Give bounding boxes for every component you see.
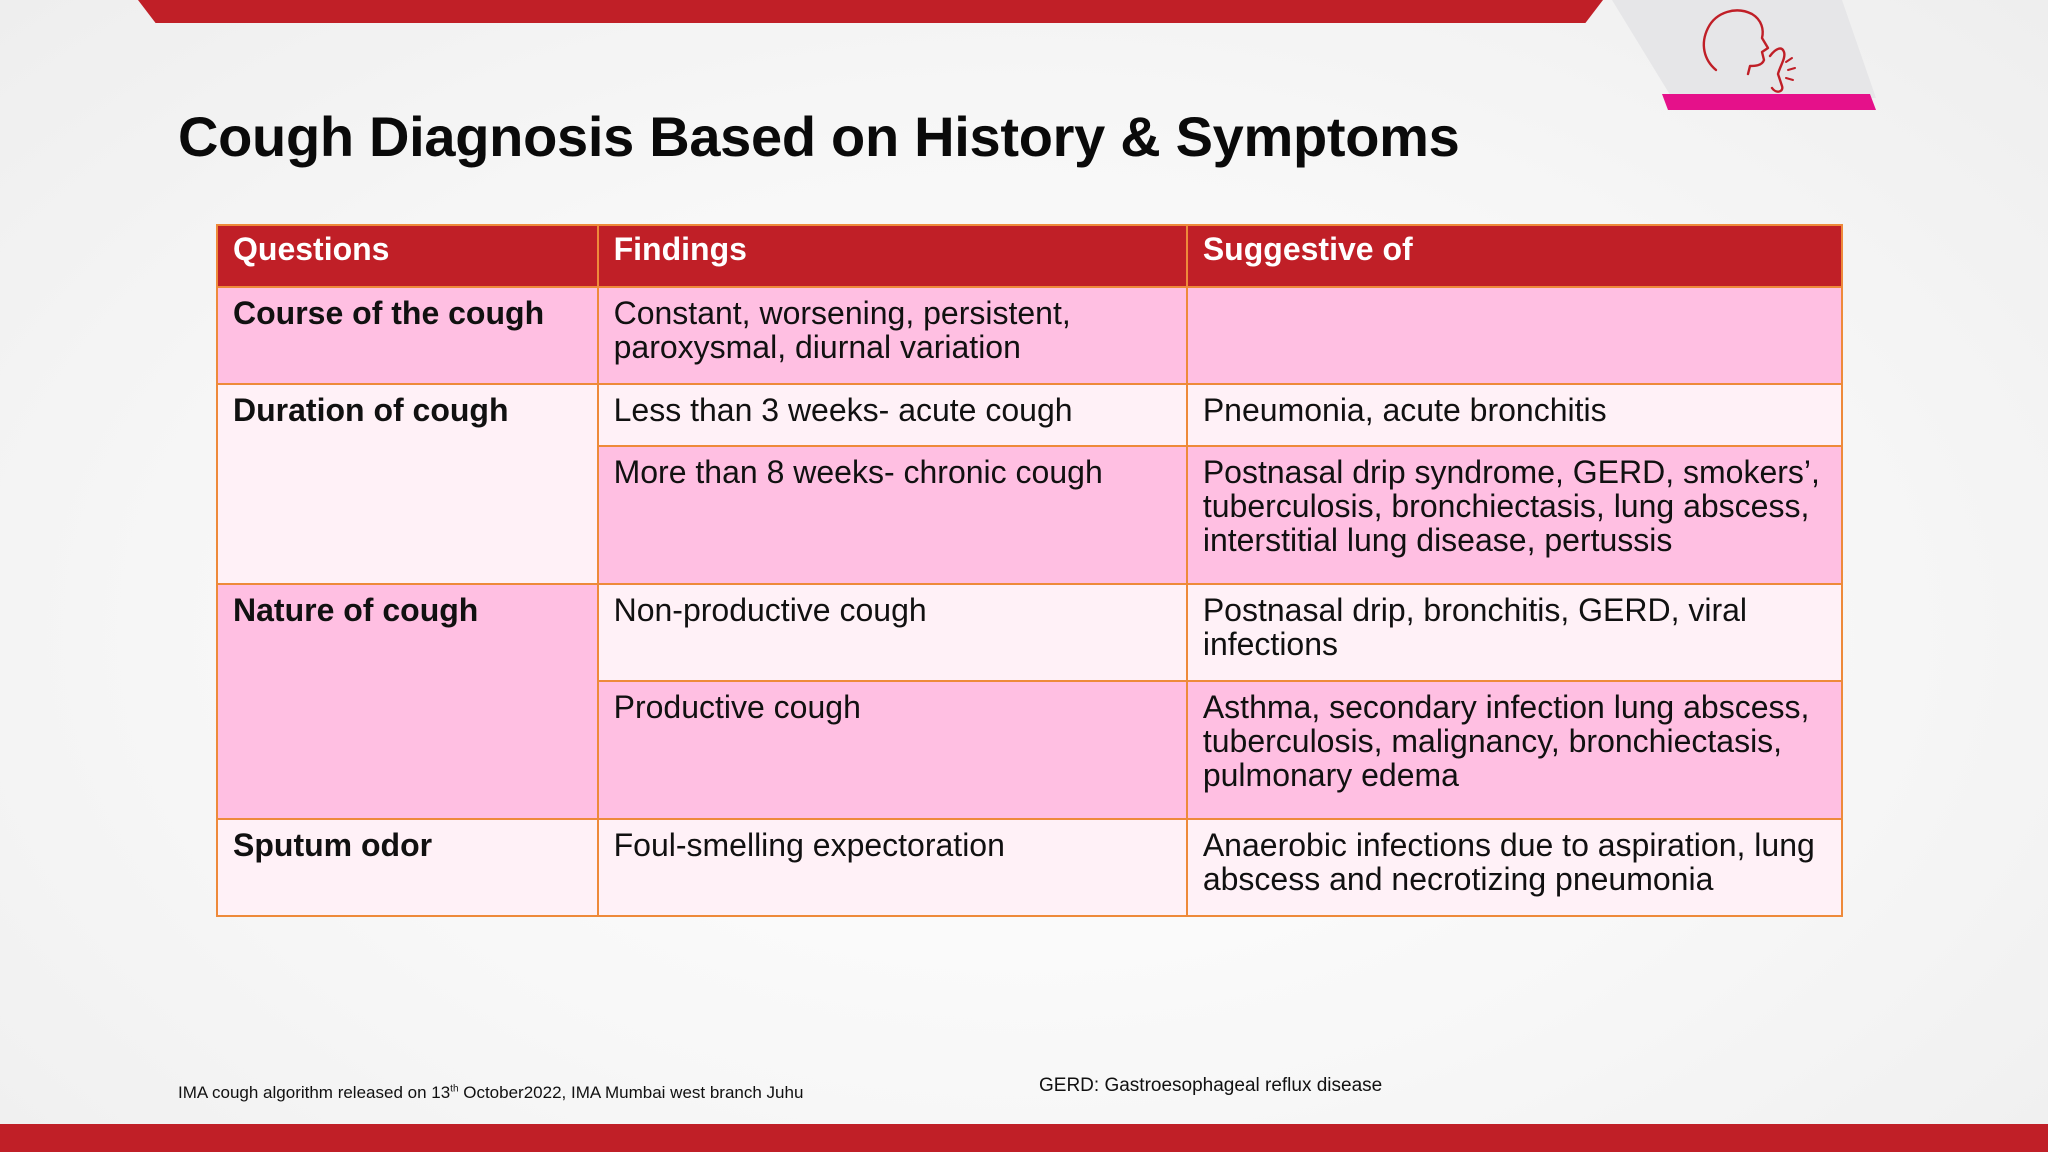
- abbreviation-footnote: GERD: Gastroesophageal reflux disease: [1039, 1075, 1383, 1096]
- question-cell: Sputum odor: [217, 819, 598, 916]
- finding-cell: Productive cough: [598, 681, 1187, 819]
- source-superscript: th: [450, 1083, 459, 1095]
- table-row: [217, 584, 1842, 681]
- slide-title: Cough Diagnosis Based on History & Symptoms: [178, 105, 1460, 168]
- suggestive-cell: Anaerobic infections due to aspiration, lung abscess and necrotizing pneumonia: [1187, 819, 1842, 916]
- question-cell: Nature of cough: [217, 584, 598, 819]
- table-row: [217, 384, 1842, 446]
- finding-cell: Constant, worsening, persistent, paroxysmal, diurnal variation: [598, 287, 1187, 384]
- suggestive-cell: [1187, 287, 1842, 384]
- finding-cell: Less than 3 weeks- acute cough: [598, 384, 1187, 446]
- question-cell: Duration of cough: [217, 384, 598, 584]
- header-suggestive-of: Suggestive of: [1187, 225, 1842, 287]
- header-findings: Findings: [598, 225, 1187, 287]
- table-header-row: [217, 225, 1842, 287]
- coughing-person-icon: [1612, 0, 1876, 110]
- suggestive-cell: Asthma, secondary infection lung abscess, tuberculosis, malignancy, bronchiectasis, pulmonary edema: [1187, 681, 1842, 819]
- question-cell: Course of the cough: [217, 287, 598, 384]
- source-text-end: October2022, IMA Mumbai west branch Juhu: [458, 1083, 804, 1102]
- table-row: [217, 819, 1842, 916]
- suggestive-cell: Postnasal drip, bronchitis, GERD, viral infections: [1187, 584, 1842, 681]
- suggestive-cell: Postnasal drip syndrome, GERD, smokers’, tuberculosis, bronchiectasis, lung abscess, interstitial lung disease, pertussis: [1187, 446, 1842, 584]
- source-text-start: IMA cough algorithm released on 13: [178, 1083, 451, 1102]
- finding-cell: More than 8 weeks- chronic cough: [598, 446, 1187, 584]
- suggestive-cell: Pneumonia, acute bronchitis: [1187, 384, 1842, 446]
- finding-cell: Foul-smelling expectoration: [598, 819, 1187, 916]
- table-row: [217, 287, 1842, 384]
- source-footnote: [178, 1083, 803, 1103]
- header-questions: Questions: [217, 225, 598, 287]
- finding-cell: Non-productive cough: [598, 584, 1187, 681]
- top-accent-bar: [138, 0, 1603, 23]
- coughing-person-logo: [1612, 0, 1876, 110]
- cough-diagnosis-table: [216, 224, 1843, 917]
- bottom-accent-bar: [0, 1124, 2048, 1152]
